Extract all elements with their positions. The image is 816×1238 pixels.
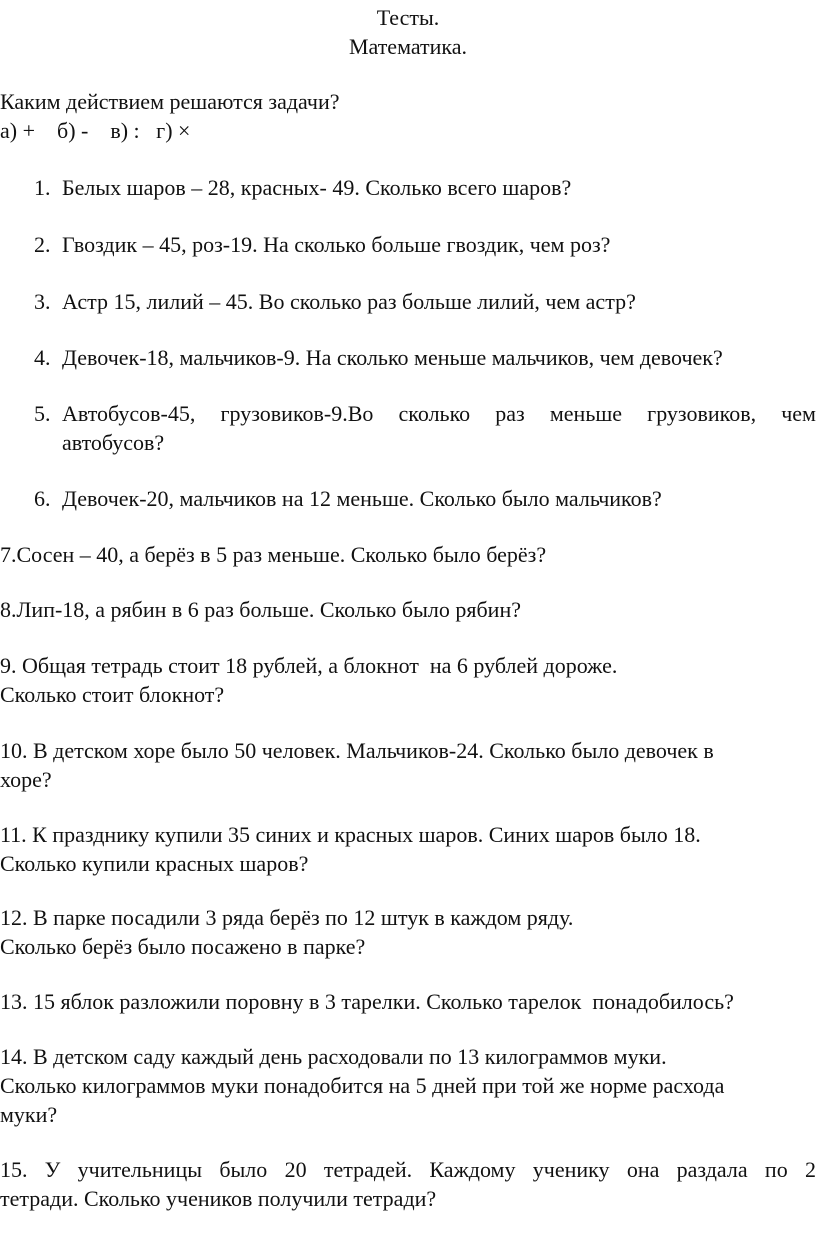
list-item-text bbox=[62, 399, 816, 457]
task-item bbox=[0, 1042, 816, 1129]
list-item-text: Белых шаров – 28, красных- 49. Сколько всего шаров? bbox=[62, 175, 572, 200]
word: было bbox=[219, 1157, 268, 1182]
task-item bbox=[0, 736, 816, 794]
task-text: Сколько килограммов муки понадобится на 5 дней при той же норме расхода bbox=[0, 1073, 725, 1098]
task-text: 14. В детском саду каждый день расходовали по 13 килограммов муки. bbox=[0, 1044, 667, 1069]
task-text: Сколько купили красных шаров? bbox=[0, 851, 309, 876]
word: сколько bbox=[398, 401, 471, 426]
task-text: 12. В парке посадили 3 ряда берёз по 12 штук в каждом ряду. bbox=[0, 905, 574, 930]
task-item bbox=[0, 1155, 816, 1213]
word: У bbox=[44, 1157, 61, 1182]
word: 15. bbox=[0, 1157, 28, 1182]
task-text: тетради. Сколько учеников получили тетради? bbox=[0, 1186, 437, 1211]
task-item bbox=[0, 540, 816, 569]
task-text: Сколько стоит блокнот? bbox=[0, 682, 225, 707]
document-subject: Математика. bbox=[348, 34, 468, 59]
list-item-number: 3. bbox=[34, 289, 51, 314]
list-item-text: Астр 15, лилий – 45. Во сколько раз больше лилий, чем астр? bbox=[62, 289, 636, 314]
task-item bbox=[0, 903, 816, 961]
task-item bbox=[0, 595, 816, 624]
list-item-number: 1. bbox=[34, 175, 51, 200]
list-item-continuation: автобусов? bbox=[62, 430, 165, 455]
word: грузовиков, bbox=[647, 401, 757, 426]
list-item-text: Гвоздик – 45, роз-19. На сколько больше гвоздик, чем роз? bbox=[62, 232, 611, 257]
task-item bbox=[0, 820, 816, 878]
word: 2 bbox=[805, 1157, 816, 1182]
task-text: 7.Сосен – 40, а берёз в 5 раз меньше. Сколько было берёз? bbox=[0, 542, 547, 567]
answer-options: а) + б) - в) : г) × bbox=[0, 118, 191, 143]
word: раздала bbox=[676, 1157, 748, 1182]
task-item bbox=[0, 987, 816, 1016]
task-item bbox=[0, 651, 816, 709]
task-text: Сколько берёз было посажено в парке? bbox=[0, 934, 366, 959]
list-item-text: Девочек-18, мальчиков-9. На сколько меньше мальчиков, чем девочек? bbox=[62, 345, 723, 370]
document-title: Тесты. bbox=[376, 5, 440, 30]
list-item-number: 5. bbox=[34, 401, 51, 426]
word: тетрадей. bbox=[323, 1157, 413, 1182]
word: учительницы bbox=[77, 1157, 203, 1182]
word: по bbox=[764, 1157, 788, 1182]
task-justified-line bbox=[0, 1155, 816, 1184]
list-item-number: 2. bbox=[34, 232, 51, 257]
list-item-text: Девочек-20, мальчиков на 12 меньше. Сколько было мальчиков? bbox=[62, 486, 662, 511]
task-text: 8.Лип-18, а рябин в 6 раз больше. Сколько было рябин? bbox=[0, 597, 521, 622]
task-text: 13. 15 яблок разложили поровну в 3 тарелки. Сколько тарелок понадобилось? bbox=[0, 989, 734, 1014]
word: раз bbox=[495, 401, 525, 426]
list-item-number: 6. bbox=[34, 486, 51, 511]
word: грузовиков-9.Во bbox=[220, 401, 374, 426]
task-text: 11. К празднику купили 35 синих и красных шаров. Синих шаров было 18. bbox=[0, 822, 701, 847]
task-text: муки? bbox=[0, 1102, 58, 1127]
word: 20 bbox=[284, 1157, 307, 1182]
word: она bbox=[626, 1157, 660, 1182]
task-text: 10. В детском хоре было 50 человек. Мальчиков-24. Сколько было девочек в bbox=[0, 738, 714, 763]
task-text: 9. Общая тетрадь стоит 18 рублей, а блокнот на 6 рублей дороже. bbox=[0, 653, 618, 678]
question-prompt: Каким действием решаются задачи? bbox=[0, 89, 340, 114]
task-text: хоре? bbox=[0, 767, 52, 792]
list-item-justified-line bbox=[62, 399, 816, 428]
word: Каждому bbox=[429, 1157, 516, 1182]
word: Автобусов-45, bbox=[62, 401, 196, 426]
list-item-number: 4. bbox=[34, 345, 51, 370]
word: ученику bbox=[532, 1157, 610, 1182]
word: меньше bbox=[549, 401, 623, 426]
word: чем bbox=[781, 401, 816, 426]
